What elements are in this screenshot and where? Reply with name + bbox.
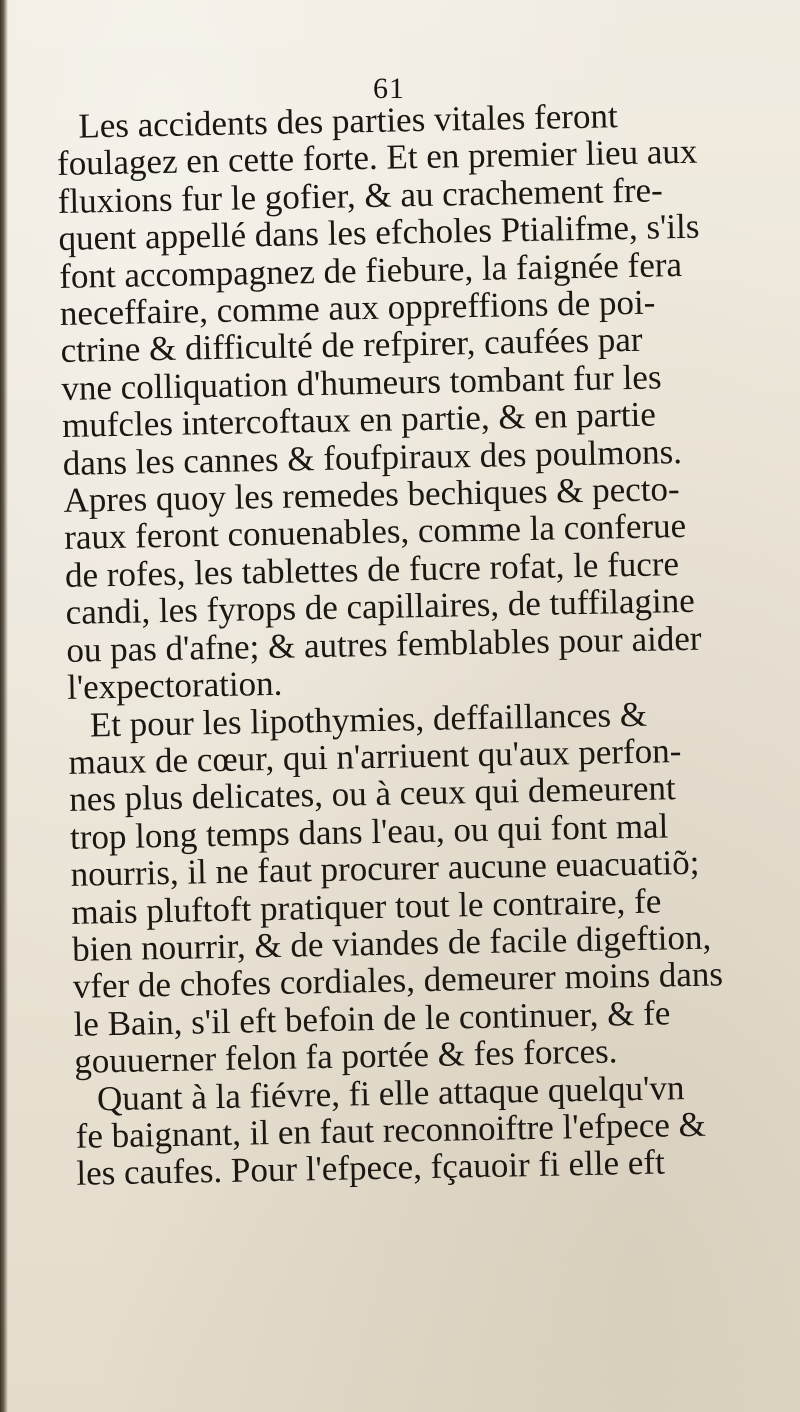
text-line: mais pluftoft pratiquer tout le contraire, fe (71, 881, 662, 932)
text-line: candi, les fyrops de capillaires, de tuffilagine (65, 581, 696, 633)
text-line: ctrine & difficulté de refpirer, caufées par (60, 320, 643, 371)
text-line: raux feront conuenables, comme la conferue (63, 506, 687, 558)
text-line: Quant à la fiévre, fi elle attaque quelqu'vn (96, 1067, 685, 1118)
text-line: l'expectoration. (66, 663, 283, 707)
text-line: Les accidents des parties vitales feront (77, 96, 619, 146)
text-line: quent appellé dans les efcholes Ptialifme, s'ils (58, 206, 700, 259)
text-line: nourris, il ne faut procurer aucune euacuatiõ; (70, 842, 700, 894)
text-line: de rofes, les tablettes de fucre rofat, le fucre (64, 544, 680, 595)
text-line: le Bain, s'il eft befoin de le continuer, & fe (73, 993, 671, 1044)
text-line: mufcles intercoftaux en partie, & en partie (61, 394, 657, 446)
text-line: font accompagnez de fiebure, la faignée fera (58, 244, 683, 296)
text-line: trop long temps dans l'eau, ou qui font mal (69, 806, 669, 857)
page-number: 61 (373, 72, 405, 105)
text-line: fe baignant, il en faut reconnoiftre l'efpece & (75, 1104, 707, 1156)
text-line: les caufes. Pour l'efpece, fçauoir fi elle eft (76, 1142, 666, 1194)
text-line: foulagez en cette forte. Et en premier lieu aux (56, 132, 698, 184)
text-line: neceffaire, comme aux oppreffions de poi- (59, 282, 656, 333)
text-line: Apres quoy les remedes bechiques & pecto- (63, 469, 681, 520)
text-line: bien nourrir, & de viandes de facile digeftion, (71, 917, 712, 969)
text-line: nes plus delicates, ou à ceux qui demeurent (68, 768, 677, 820)
text-line: fluxions fur le gofier, & au crachement fre- (57, 170, 664, 221)
text-line: vne colliquation d'humeurs tombant fur les (61, 357, 662, 408)
binding-edge (0, 0, 8, 1412)
text-line: vfer de chofes cordiales, demeurer moins dans (72, 954, 724, 1007)
text-line: Et pour les lipothymies, deffaillances & (89, 694, 648, 744)
body-text (56, 94, 797, 1192)
text-line: dans les cannes & foufpiraux des poulmons. (62, 431, 683, 483)
text-line: ou pas d'afne; & autres femblables pour aider (66, 618, 702, 670)
text-line: gouuerner felon fa portée & fes forces. (73, 1031, 618, 1081)
text-line: maux de cœur, qui n'arriuent qu'aux perfon- (68, 731, 682, 782)
